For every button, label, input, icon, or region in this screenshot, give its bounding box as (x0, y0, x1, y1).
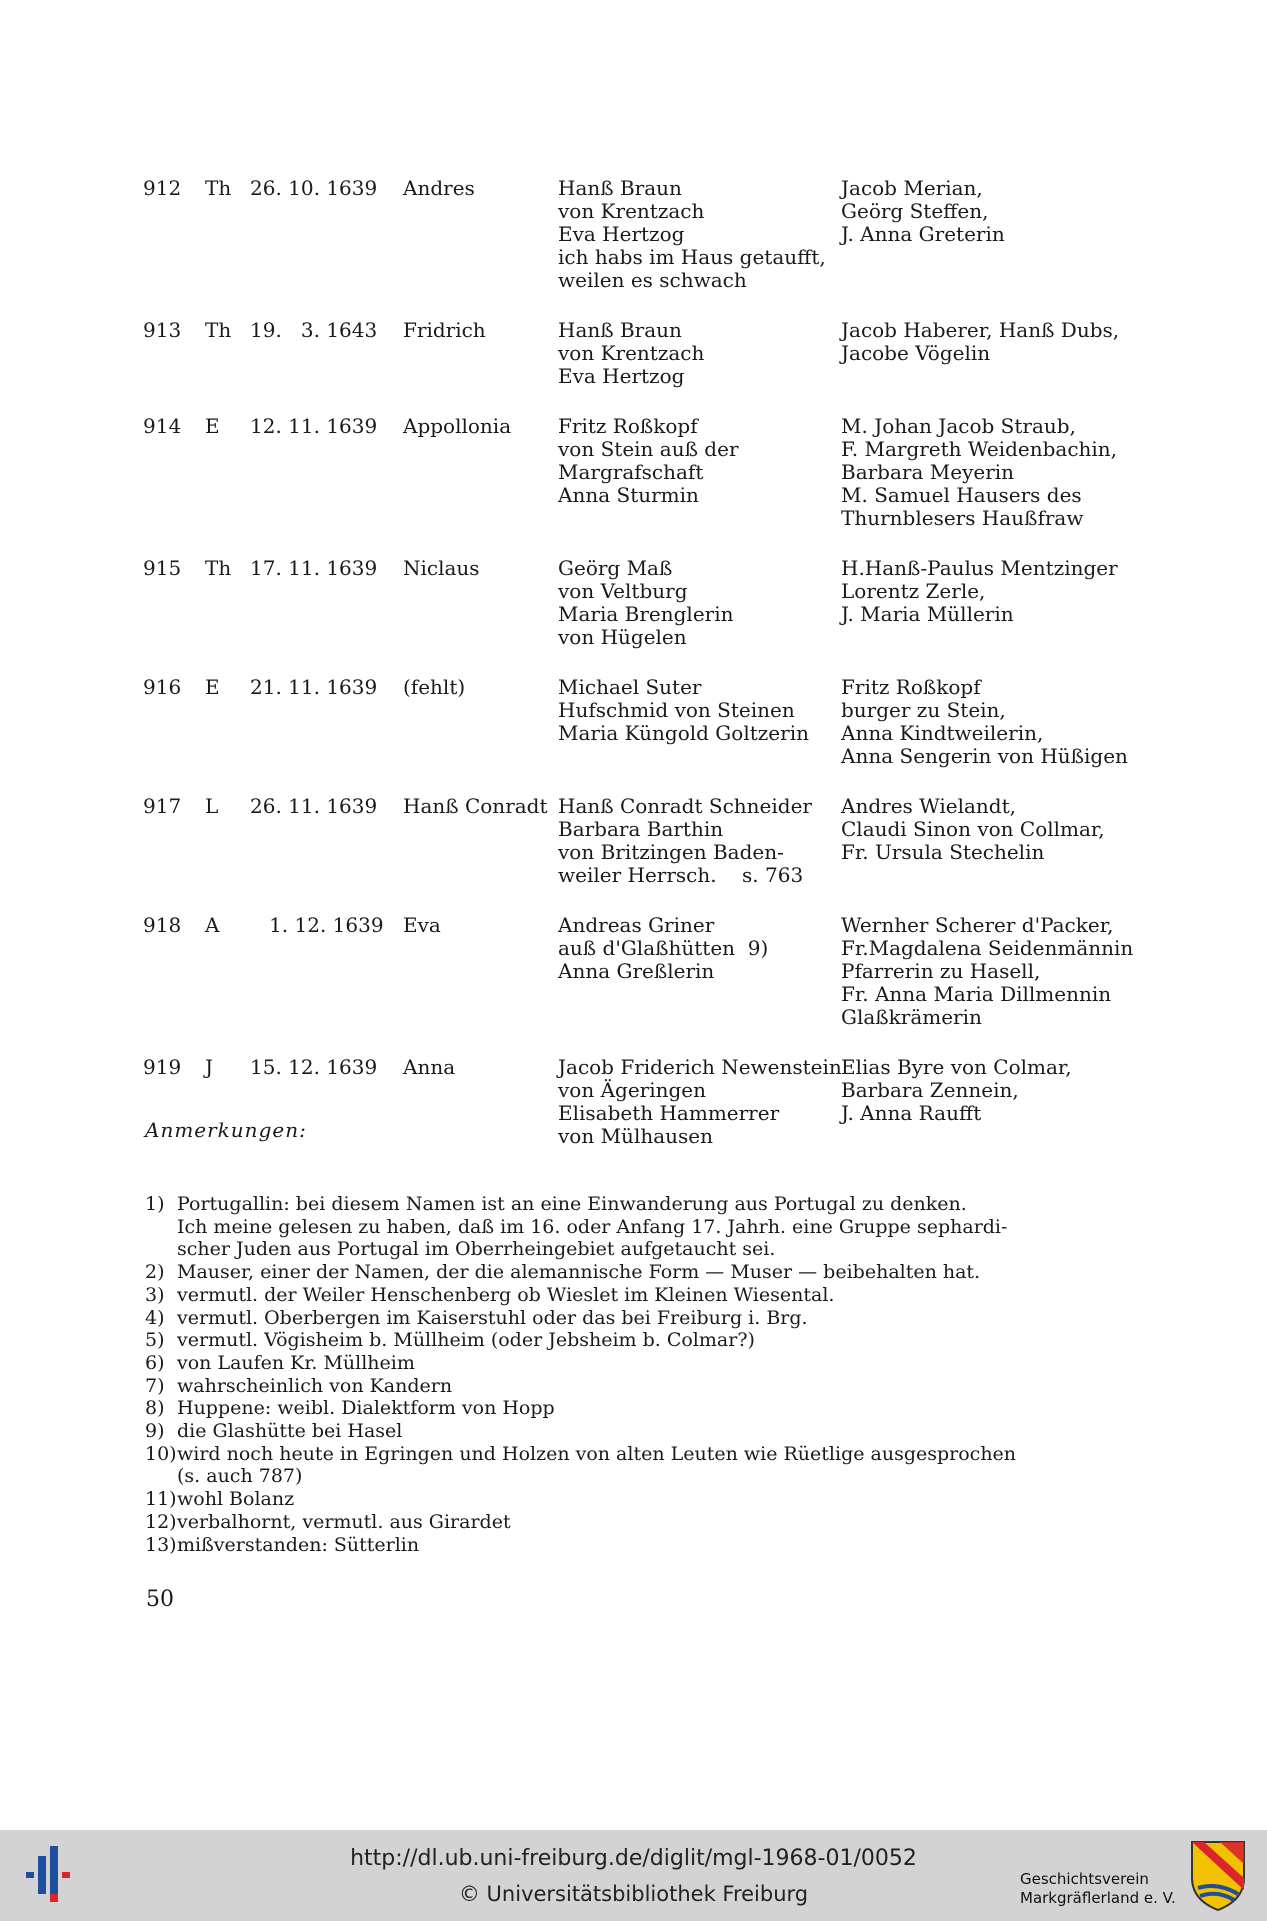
entry-godparents-line: Geörg Steffen, (841, 199, 989, 223)
entry-godparents-line: burger zu Stein, (841, 698, 1006, 722)
baptism-register (143, 177, 1153, 1175)
entry-code-text: E (205, 675, 220, 699)
entry-date-text: 17. 11. 1639 (250, 556, 378, 580)
note-line: vermutl. der Weiler Henschenberg ob Wieslet im Kleinen Wiesental. (177, 1283, 835, 1306)
entry-godparents-line: F. Margreth Weidenbachin, (841, 437, 1118, 461)
entry-number (143, 676, 205, 768)
entry-parents-line: Jacob Friderich Newenstein (558, 1055, 842, 1079)
entry-parents-line: von Stein auß der (558, 437, 739, 461)
entry-godparents-line: Jacob Merian, (841, 176, 983, 200)
entry-godparents-line: J. Anna Greterin (841, 222, 1005, 246)
entry-number-text: 915 (143, 556, 182, 580)
note-number: 11) (145, 1488, 177, 1511)
entry-parents-line: von Krentzach (558, 341, 705, 365)
note-line: verbalhornt, vermutl. aus Girardet (177, 1510, 511, 1533)
entry-godparents (841, 177, 1141, 292)
entry-parents (558, 319, 841, 388)
entry-number (143, 415, 205, 530)
register-entry (143, 319, 1153, 388)
entry-parents-line: Andreas Griner (558, 913, 715, 937)
entry-child-name-text: Eva (403, 913, 441, 937)
entry-parents-line: von Krentzach (558, 199, 705, 223)
note-item (145, 1261, 1085, 1284)
note-number: 8) (145, 1397, 165, 1420)
note-line: wahrscheinlich von Kandern (177, 1374, 453, 1397)
entry-date-text: 1. 12. 1639 (250, 913, 384, 937)
entry-parents (558, 1056, 841, 1148)
entry-parents-line: Geörg Maß (558, 556, 673, 580)
entry-godparents (841, 557, 1141, 649)
entry-godparents-line: M. Johan Jacob Straub, (841, 414, 1076, 438)
entry-parents-line: von Mülhausen (558, 1124, 713, 1148)
note-line: von Laufen Kr. Müllheim (177, 1351, 415, 1374)
entry-parents (558, 676, 841, 768)
entry-godparents (841, 795, 1141, 887)
entry-parents (558, 177, 841, 292)
entry-godparents-line: J. Anna Raufft (841, 1101, 982, 1125)
note-number: 12) (145, 1510, 177, 1533)
entry-number-text: 919 (143, 1055, 182, 1079)
note-line: wohl Bolanz (177, 1488, 295, 1511)
note-line: vermutl. Oberbergen im Kaiserstuhl oder das bei Freiburg i. Brg. (177, 1306, 808, 1329)
note-item (145, 1284, 1085, 1307)
entry-number-text: 914 (143, 414, 182, 438)
notes-heading: Anmerkungen: (145, 1118, 307, 1142)
entry-child-name-text: Appollonia (403, 414, 512, 438)
note-text (177, 1443, 1085, 1488)
entry-godparents (841, 415, 1141, 530)
entry-godparents-line: Elias Byre von Colmar, (841, 1055, 1072, 1079)
society-name (1020, 1870, 1176, 1908)
entry-parents-line: Eva Hertzog (558, 222, 685, 246)
note-item (145, 1397, 1085, 1420)
entry-godparents (841, 676, 1141, 768)
note-text (177, 1307, 1085, 1330)
footer-url-link[interactable]: http://dl.ub.uni-freiburg.de/diglit/mgl-1968-01/0052 (350, 1846, 917, 1871)
entry-godparents-line: Anna Kindtweilerin, (841, 721, 1044, 745)
entry-child-name (403, 795, 558, 887)
entry-number-text: 917 (143, 794, 182, 818)
note-line: Huppene: weibl. Dialektform von Hopp (177, 1397, 555, 1420)
note-number: 13) (145, 1533, 177, 1556)
register-entry (143, 415, 1153, 530)
entry-parents-line: Michael Suter (558, 675, 702, 699)
note-line: Portugallin: bei diesem Namen ist an eine Einwanderung aus Portugal zu denken. (177, 1193, 967, 1215)
note-item (145, 1420, 1085, 1443)
coat-of-arms-icon (1188, 1838, 1248, 1912)
entry-number-text: 916 (143, 675, 182, 699)
note-number: 4) (145, 1306, 165, 1329)
entry-child-name (403, 319, 558, 388)
register-entry (143, 914, 1153, 1029)
entry-parents-line: von Britzingen Baden- (558, 840, 784, 864)
entry-date (250, 795, 403, 887)
entry-godparents-line: Pfarrerin zu Hasell, (841, 959, 1041, 983)
entry-date (250, 557, 403, 649)
page-number: 50 (146, 1587, 174, 1612)
entry-date-text: 15. 12. 1639 (250, 1055, 378, 1079)
entry-godparents-line: Jacobe Vögelin (841, 341, 991, 365)
entry-parents-line: Hanß Conradt Schneider (558, 794, 812, 818)
entry-parents (558, 557, 841, 649)
entry-date (250, 319, 403, 388)
note-item (145, 1443, 1085, 1488)
entry-godparents (841, 914, 1141, 1029)
register-entry (143, 177, 1153, 292)
entry-godparents (841, 319, 1141, 388)
note-text (177, 1352, 1085, 1375)
note-item (145, 1488, 1085, 1511)
entry-parents-line: Elisabeth Hammerrer (558, 1101, 780, 1125)
entry-code (205, 415, 250, 530)
note-number: 5) (145, 1329, 165, 1352)
note-text (177, 1375, 1085, 1398)
note-number: 2) (145, 1261, 165, 1284)
entry-godparents-line: Barbara Zennein, (841, 1078, 1019, 1102)
entry-code (205, 914, 250, 1029)
entry-code-text: Th (205, 318, 232, 342)
note-text (177, 1284, 1085, 1307)
entry-code-text: L (205, 794, 219, 818)
entry-code (205, 319, 250, 388)
note-line: wird noch heute in Egringen und Holzen von alten Leuten wie Rüetlige ausgesprochen (177, 1442, 1017, 1465)
entry-godparents-line: Fr.Magdalena Seidenmännin (841, 936, 1134, 960)
footer-bar (0, 1830, 1267, 1921)
note-text (177, 1420, 1085, 1443)
note-text (177, 1534, 1085, 1557)
entry-godparents-line: Andres Wielandt, (841, 794, 1016, 818)
entry-number (143, 795, 205, 887)
entry-parents-line: Hanß Braun (558, 318, 682, 342)
entry-godparents-line: Lorentz Zerle, (841, 579, 986, 603)
entry-code-text: J (205, 1055, 214, 1079)
entry-date (250, 676, 403, 768)
entry-parents-line: von Ägeringen (558, 1078, 707, 1102)
entry-parents-line: von Hügelen (558, 625, 687, 649)
entry-number-text: 912 (143, 176, 182, 200)
note-line: die Glashütte bei Hasel (177, 1420, 403, 1443)
entry-godparents-line: Fr. Ursula Stechelin (841, 840, 1045, 864)
entry-godparents (841, 1056, 1141, 1148)
entry-child-name-text: (fehlt) (403, 675, 466, 699)
note-number: 6) (145, 1351, 165, 1374)
entry-child-name (403, 914, 558, 1029)
entry-parents (558, 415, 841, 530)
entry-godparents-line: Jacob Haberer, Hanß Dubs, (841, 318, 1120, 342)
entry-number (143, 914, 205, 1029)
entry-parents-line: ich habs im Haus getaufft, (558, 245, 826, 269)
entry-godparents-line: J. Maria Müllerin (841, 602, 1014, 626)
entry-parents-line: Maria Brenglerin (558, 602, 734, 626)
entry-code-text: E (205, 414, 220, 438)
entry-code-text: Th (205, 556, 232, 580)
note-text (177, 1329, 1085, 1352)
entry-parents (558, 914, 841, 1029)
entry-code (205, 557, 250, 649)
entry-parents-line: von Veltburg (558, 579, 688, 603)
note-number: 10) (145, 1442, 177, 1465)
entry-code (205, 177, 250, 292)
note-text (177, 1511, 1085, 1534)
note-text (177, 1397, 1085, 1420)
entry-godparents-line: H.Hanß-Paulus Mentzinger (841, 556, 1118, 580)
entry-child-name (403, 557, 558, 649)
entry-code (205, 795, 250, 887)
entry-parents-line: Eva Hertzog (558, 364, 685, 388)
entry-child-name (403, 676, 558, 768)
entry-date-text: 21. 11. 1639 (250, 675, 378, 699)
note-text (177, 1261, 1085, 1284)
note-item (145, 1511, 1085, 1534)
note-number: 3) (145, 1283, 165, 1306)
note-line: scher Juden aus Portugal im Oberrheingebiet aufgetaucht sei. (177, 1238, 776, 1261)
entry-godparents-line: Glaßkrämerin (841, 1005, 982, 1029)
note-number: 7) (145, 1374, 165, 1397)
entry-date-text: 26. 11. 1639 (250, 794, 378, 818)
note-line: Mauser, einer der Namen, der die alemannische Form — Muser — beibehalten hat. (177, 1261, 981, 1284)
entry-godparents-line: Wernher Scherer d'Packer, (841, 913, 1114, 937)
register-entry (143, 795, 1153, 887)
note-line: vermutl. Vögisheim b. Müllheim (oder Jebsheim b. Colmar?) (177, 1329, 755, 1352)
entry-child-name-text: Anna (403, 1055, 456, 1079)
entry-parents-line: Anna Greßlerin (558, 959, 715, 983)
note-item (145, 1193, 1085, 1261)
entry-child-name-text: Hanß Conradt (403, 794, 548, 818)
entry-parents-line: Hufschmid von Steinen (558, 698, 795, 722)
entry-parents-line: Margrafschaft (558, 460, 704, 484)
entry-godparents-line: Claudi Sinon von Collmar, (841, 817, 1105, 841)
entry-parents-line: Fritz Roßkopf (558, 414, 698, 438)
note-item (145, 1307, 1085, 1330)
entry-date-text: 12. 11. 1639 (250, 414, 378, 438)
note-text (177, 1488, 1085, 1511)
register-entry (143, 676, 1153, 768)
entry-godparents-line: Thurnblesers Haußfraw (841, 506, 1084, 530)
entry-parents (558, 795, 841, 887)
note-number: 1) (145, 1193, 165, 1215)
entry-godparents-line: M. Samuel Hausers des (841, 483, 1082, 507)
entry-child-name (403, 415, 558, 530)
note-item (145, 1329, 1085, 1352)
entry-parents-line: weilen es schwach (558, 268, 747, 292)
entry-child-name (403, 177, 558, 292)
entry-godparents-line: Anna Sengerin von Hüßigen (841, 744, 1128, 768)
note-line: mißverstanden: Sütterlin (177, 1533, 420, 1556)
entry-date (250, 415, 403, 530)
entry-date (250, 914, 403, 1029)
entry-parents-line: Anna Sturmin (558, 483, 699, 507)
entry-child-name-text: Niclaus (403, 556, 480, 580)
entry-number-text: 918 (143, 913, 182, 937)
entry-child-name-text: Andres (403, 176, 475, 200)
society-name-line2: Markgräflerland e. V. (1020, 1889, 1176, 1907)
entry-child-name-text: Fridrich (403, 318, 486, 342)
entry-code-text: A (205, 913, 220, 937)
notes-list (145, 1193, 1085, 1556)
note-number: 9) (145, 1420, 165, 1443)
entry-parents-line: Barbara Barthin (558, 817, 724, 841)
note-line: Ich meine gelesen zu haben, daß im 16. oder Anfang 17. Jahrh. eine Gruppe sephardi- (177, 1215, 1008, 1238)
entry-number (143, 319, 205, 388)
entry-godparents-line: Fritz Roßkopf (841, 675, 981, 699)
society-name-line1: Geschichtsverein (1020, 1870, 1149, 1888)
entry-date-text: 19. 3. 1643 (250, 318, 378, 342)
note-item (145, 1534, 1085, 1557)
note-line: (s. auch 787) (177, 1465, 303, 1488)
note-item (145, 1375, 1085, 1398)
entry-number (143, 557, 205, 649)
entry-code (205, 676, 250, 768)
entry-parents-line: Hanß Braun (558, 176, 682, 200)
entry-number-text: 913 (143, 318, 182, 342)
entry-godparents-line: Barbara Meyerin (841, 460, 1015, 484)
register-entry (143, 557, 1153, 649)
entry-parents-line: weiler Herrsch. s. 763 (558, 863, 804, 887)
entry-code-text: Th (205, 176, 232, 200)
entry-child-name (403, 1056, 558, 1148)
note-item (145, 1352, 1085, 1375)
entry-date-text: 26. 10. 1639 (250, 176, 378, 200)
entry-parents-line: Maria Küngold Goltzerin (558, 721, 809, 745)
note-text (177, 1193, 1085, 1261)
entry-date (250, 177, 403, 292)
entry-number (143, 177, 205, 292)
footer-copyright: © Universitätsbibliothek Freiburg (458, 1882, 809, 1906)
entry-godparents-line: Fr. Anna Maria Dillmennin (841, 982, 1112, 1006)
entry-parents-line: auß d'Glaßhütten 9) (558, 936, 769, 960)
